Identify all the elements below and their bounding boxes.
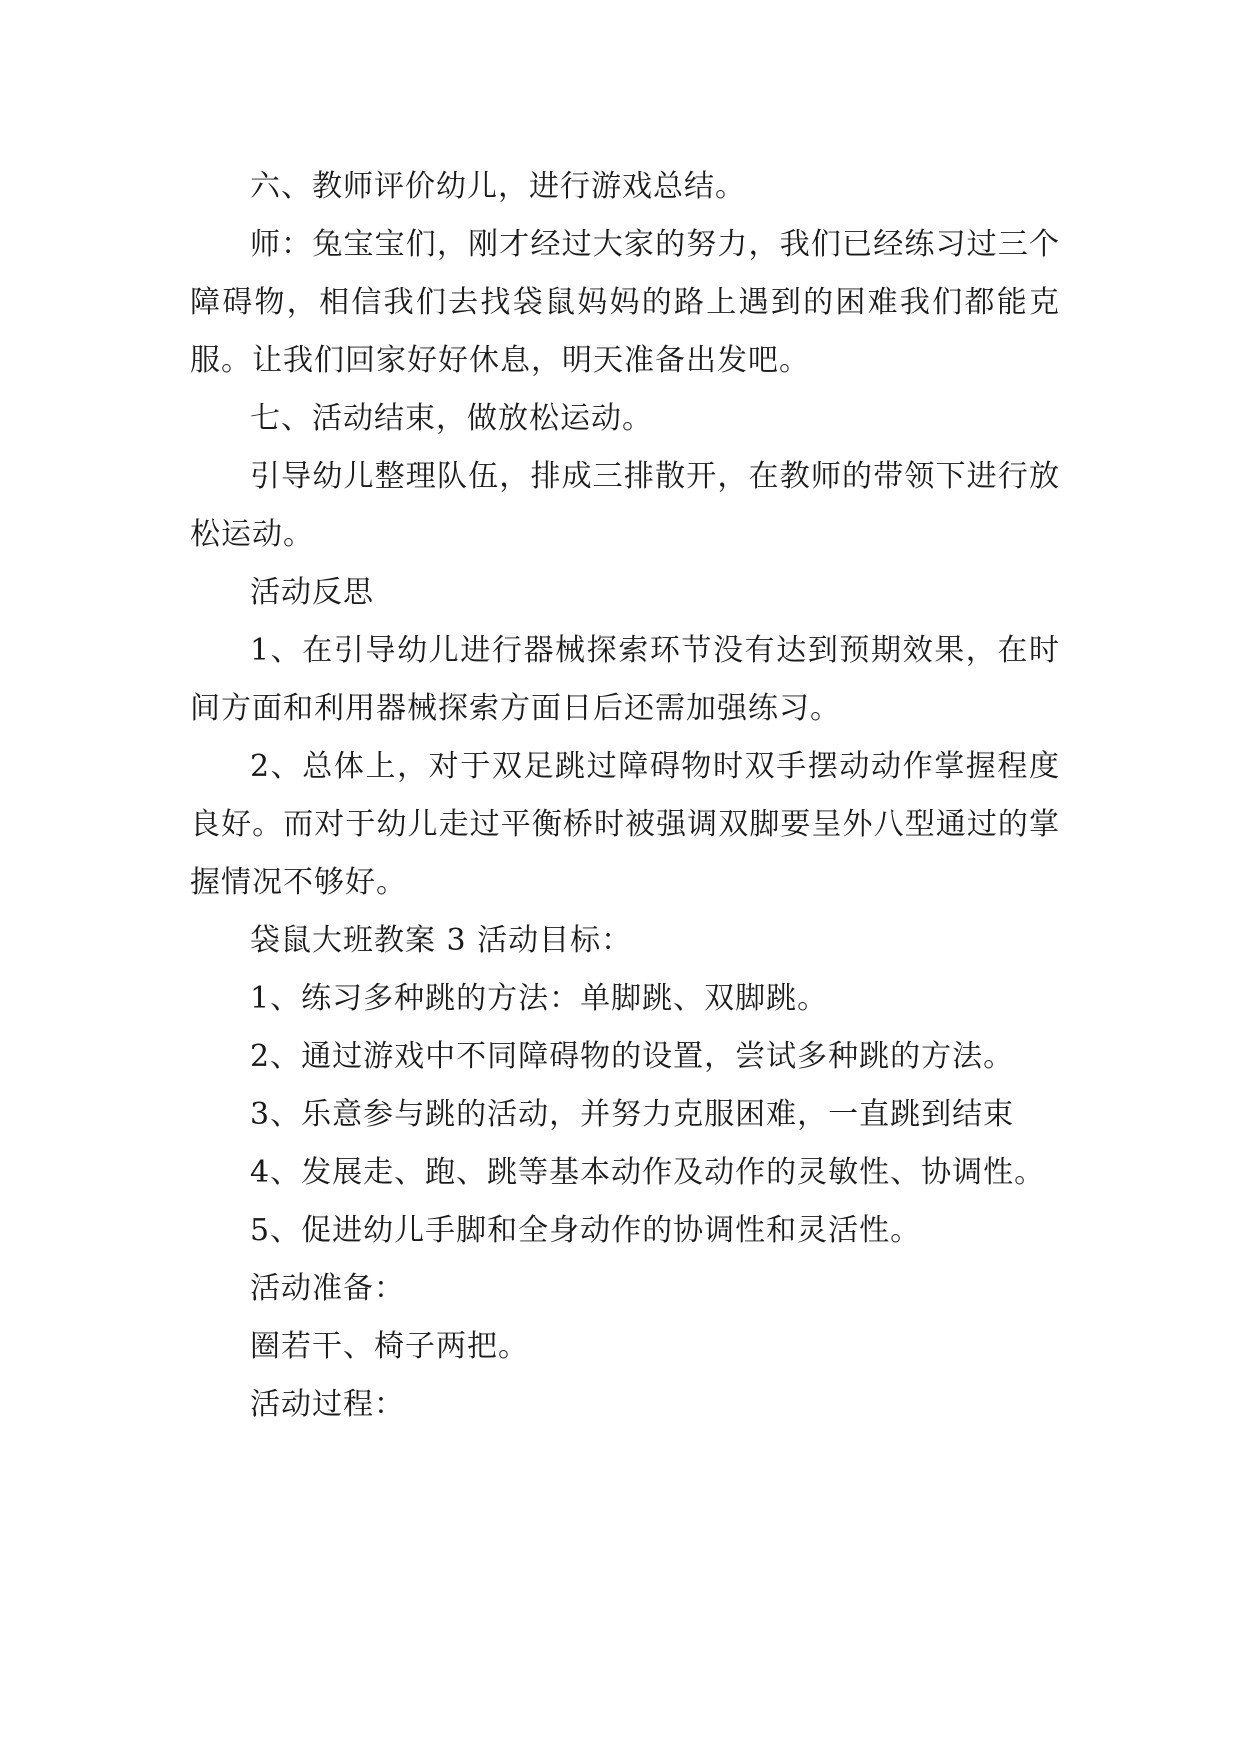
paragraph-teacher-speech: 师：兔宝宝们，刚才经过大家的努力，我们已经练习过三个障碍物，相信我们去找袋鼠妈妈的路上遇到的困难我们都能克服。让我们回家好好休息，明天准备出发吧。 xyxy=(190,227,1060,378)
paragraph-process-heading: 活动过程： xyxy=(250,1387,405,1422)
paragraph-preparation-items: 圈若干、椅子两把。 xyxy=(250,1329,529,1364)
paragraph-reflection-heading: 活动反思 xyxy=(250,575,374,610)
paragraph-goal-1: 1、练习多种跳的方法：单脚跳、双脚跳。 xyxy=(250,981,829,1016)
paragraph-activity-end-heading: 七、活动结束，做放松运动。 xyxy=(250,401,653,436)
paragraph-goal-3: 3、乐意参与跳的活动，并努力克服困难，一直跳到结束 xyxy=(250,1097,1015,1132)
paragraph-goal-5: 5、促进幼儿手脚和全身动作的协调性和灵活性。 xyxy=(250,1213,922,1248)
paragraph-summary-heading: 六、教师评价幼儿，进行游戏总结。 xyxy=(250,169,746,204)
paragraph-plan-3-goals-heading: 袋鼠大班教案 3 活动目标： xyxy=(250,923,633,958)
paragraph-reflection-1: 1、在引导幼儿进行器械探索环节没有达到预期效果，在时间方面和利用器械探索方面日后还需加强练习。 xyxy=(190,633,1060,726)
paragraph-goal-2: 2、通过游戏中不同障碍物的设置，尝试多种跳的方法。 xyxy=(250,1039,1015,1074)
document-body xyxy=(190,158,1060,1434)
paragraph-goal-4: 4、发展走、跑、跳等基本动作及动作的灵敏性、协调性。 xyxy=(250,1155,1046,1190)
paragraph-reflection-2: 2、总体上，对于双足跳过障碍物时双手摆动动作掌握程度良好。而对于幼儿走过平衡桥时被强调双脚要呈外八型通过的掌握情况不够好。 xyxy=(190,749,1060,900)
paragraph-preparation-heading: 活动准备： xyxy=(250,1271,405,1306)
paragraph-relaxation: 引导幼儿整理队伍，排成三排散开，在教师的带领下进行放松运动。 xyxy=(190,459,1060,552)
